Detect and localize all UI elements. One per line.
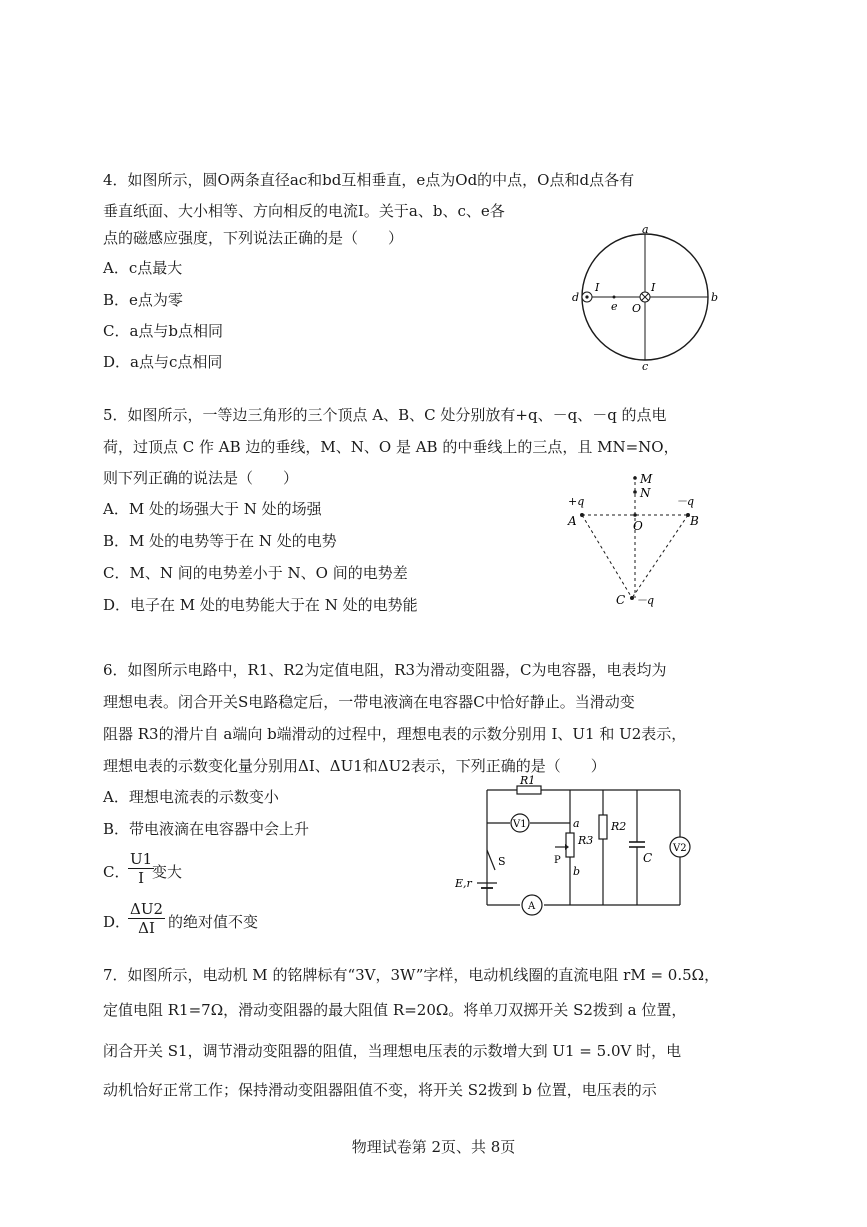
q4-label-d: d [572,291,580,304]
q4-line-1: 4．如图所示，圆O两条直径ac和bd互相垂直，e点为Od的中点，O点和d点各有 [103,171,635,189]
q6-option-d-prefix: D． [103,913,131,931]
q6-option-d-suffix: 的绝对值不变 [168,913,259,931]
q6-line-2: 理想电表。闭合开关S电路稳定后，一带电液滴在电容器C中恰好静止。当滑动变 [103,693,635,711]
q5-line-1: 5．如图所示，一等边三角形的三个顶点 A、B、C 处分别放有+q、－q、－q 的点电 [103,406,667,424]
q7-line-2: 定值电阻 R1=7Ω，滑动变阻器的最大阻值 R=20Ω。将单刀双掷开关 S2拨到 a 位置， [103,1001,687,1019]
q7-line-1: 7．如图所示，电动机 M 的铭牌标有“3V，3W”字样，电动机线圈的直流电阻 rM = 0.5Ω， [103,966,720,984]
q4-option-a: A．c点最大 [103,259,183,277]
q4-option-c: C．a点与b点相同 [103,322,224,340]
q7-line-4: 动机恰好正常工作；保持滑动变阻器阻值不变，将开关 S2拨到 b 位置，电压表的示 [103,1081,657,1099]
q4-label-b: b [711,291,719,304]
q5-label-o: O [633,519,643,533]
q5-charge-c: －q [636,594,655,607]
q4-option-d: D．a点与c点相同 [103,353,223,371]
q6-option-c-denominator: I [138,869,145,887]
q5-figure-triangle [560,468,710,613]
q4-label-c: c [642,360,649,373]
q5-charge-b: －q [676,495,695,508]
q6-line-1: 6．如图所示电路中，R1、R2为定值电阻，R3为滑动变阻器，C为电容器，电表均为 [103,661,667,679]
q6-label-r1: R1 [520,775,536,787]
q4-label-e: e [611,300,618,313]
q6-option-d-fraction [128,900,165,937]
q4-line-3: 点的磁感应强度，下列说法正确的是（ ） [103,229,404,247]
q4-label-current-d: I [595,281,600,294]
page-footer: 物理试卷第 2页、共 8页 [351,1138,516,1156]
q6-option-d-denominator: ΔI [138,919,155,937]
q6-option-c-suffix: 变大 [152,863,183,881]
q6-label-v2: V2 [673,843,687,854]
q5-line-2: 荷，过顶点 C 作 AB 边的垂线，M、N、O 是 AB 的中垂线上的三点，且 MN=NO， [103,438,679,456]
q4-figure-circle [565,225,725,375]
q6-option-c-numerator: U1 [130,850,153,868]
q5-label-n: N [640,486,651,500]
q5-charge-a: +q [568,495,585,508]
q4-label-current-center: I [651,281,656,294]
q5-label-c: C [616,593,626,607]
q6-label-a: a [573,817,580,830]
q5-line-3: 则下列正确的说法是（ ） [103,469,299,487]
q6-label-r3: R3 [578,834,594,847]
q6-label-r2: R2 [611,820,627,833]
q5-option-c: C．M、N 间的电势差小于 N、O 间的电势差 [103,564,408,582]
q6-option-a: A．理想电流表的示数变小 [103,788,279,806]
q6-label-c: C [643,851,653,865]
q4-label-a: a [642,225,649,236]
q6-option-c-prefix: C． [103,863,130,881]
q6-line-4: 理想电表的示数变化量分别用ΔI、ΔU1和ΔU2表示，下列正确的是（ ） [103,757,606,775]
q6-option-c-fraction [128,850,154,887]
q6-label-ammeter: A [528,901,536,912]
q5-label-m: M [640,472,653,486]
q7-line-3: 闭合开关 S1，调节滑动变阻器的阻值，当理想电压表的示数增大到 U1 = 5.0V 时，电 [103,1042,682,1060]
q4-label-o: O [632,302,642,315]
q6-label-v1: V1 [513,819,527,830]
q6-line-3: 阻器 R3的滑片自 a端向 b端滑动的过程中，理想电表的示数分别用 I、U1 和 U2表示， [103,725,687,743]
q5-label-a: A [568,514,577,528]
q5-option-b: B．M 处的电势等于在 N 处的电势 [103,532,337,550]
q6-label-s: S [498,855,506,868]
q6-circuit-diagram [455,775,695,920]
q5-label-b: B [690,514,699,528]
q6-option-b: B．带电液滴在电容器中会上升 [103,820,310,838]
q5-option-a: A．M 处的场强大于 N 处的场强 [103,500,322,518]
q6-label-er: E,r [455,877,472,890]
q5-option-d: D．电子在 M 处的电势能大于在 N 处的电势能 [103,596,418,614]
q4-option-b: B．e点为零 [103,291,183,309]
q6-label-p: P [554,855,561,866]
q4-line-2: 垂直纸面、大小相等、方向相反的电流I。关于a、b、c、e各 [103,202,505,220]
q6-option-d-numerator: ΔU2 [130,900,164,918]
q6-label-b: b [573,865,581,878]
